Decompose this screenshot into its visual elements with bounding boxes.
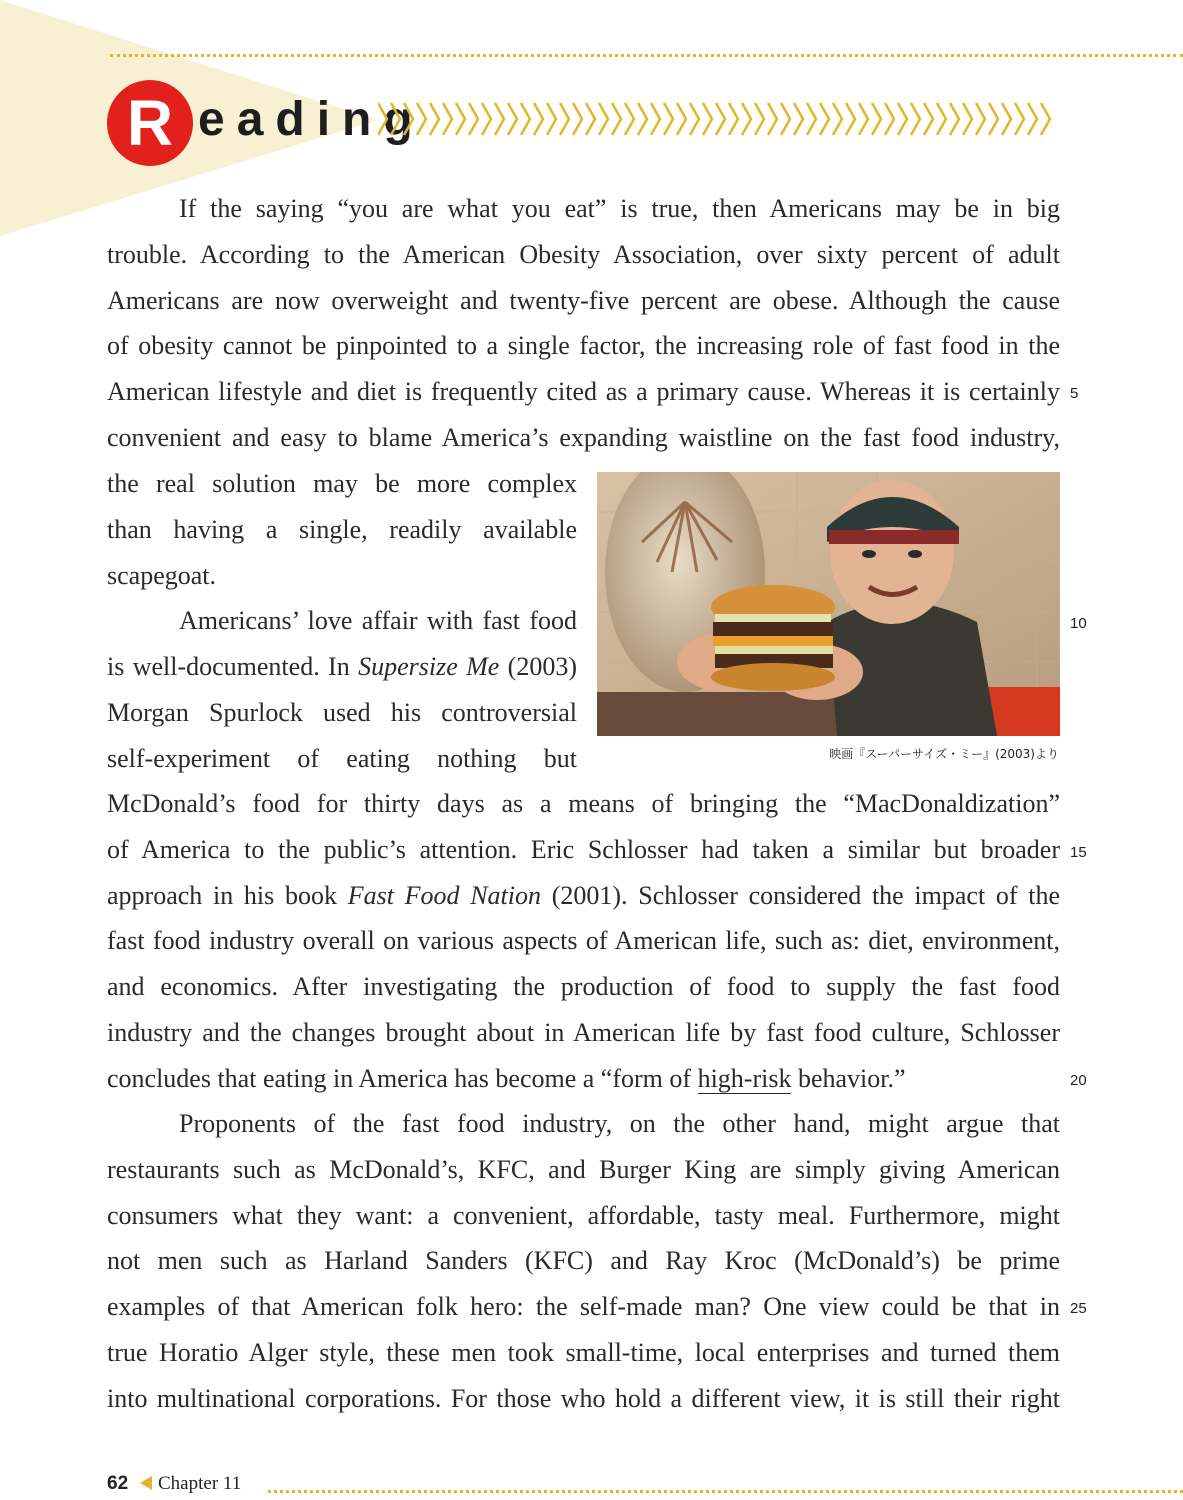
chevron-mark — [859, 103, 868, 135]
text-line — [107, 1056, 1060, 1102]
chevron-mark — [872, 103, 881, 135]
chevron-mark — [612, 103, 621, 135]
chevron-mark — [378, 103, 387, 135]
paragraph-1-wrap — [107, 461, 577, 782]
chevron-mark — [846, 103, 855, 135]
text-line: not men such as Harland Sanders (KFC) and Ray Kroc (McDonald’s) be prime — [107, 1246, 1060, 1276]
photo-caption: 映画『スーパーサイズ・ミー』(2003)より — [829, 747, 1059, 761]
chevron-mark — [937, 103, 946, 135]
chevron-mark — [534, 103, 543, 135]
text-run: behavior.” — [791, 1063, 906, 1093]
chevron-mark — [599, 103, 608, 135]
chevron-mark — [976, 103, 985, 135]
chevron-mark — [755, 103, 764, 135]
text-line — [107, 873, 1060, 919]
burger-photo — [597, 472, 1060, 736]
chevron-mark — [495, 103, 504, 135]
text-line: Americans’ love affair with fast food — [179, 606, 577, 636]
chevron-mark — [1041, 103, 1050, 135]
book-title: Fast Food Nation — [347, 880, 542, 910]
chevron-mark — [677, 103, 686, 135]
chevron-mark — [1015, 103, 1024, 135]
text-run: is well-documented. In — [107, 652, 359, 682]
text-line: American lifestyle and diet is frequently cited as a primary cause. Whereas it is certainly — [107, 377, 1060, 407]
film-title: Supersize Me — [358, 652, 500, 682]
top-dotted-rule — [110, 54, 1183, 57]
chevron-mark — [430, 103, 439, 135]
text-line: than having a single, readily available — [107, 514, 577, 544]
text-line: examples of that American folk hero: the self-made man? One view could be that in — [107, 1292, 1060, 1322]
chapter-label: Chapter 11 — [158, 1473, 242, 1494]
chevron-mark — [456, 103, 465, 135]
chevron-mark — [482, 103, 491, 135]
text-line: restaurants such as McDonald’s, KFC, and Burger King are simply giving American — [107, 1154, 1060, 1184]
chevron-mark — [573, 103, 582, 135]
chevron-mark — [963, 103, 972, 135]
chevron-mark — [586, 103, 595, 135]
text-line: Americans are now overweight and twenty-five percent are obese. Although the cause — [107, 285, 1060, 315]
text-line: Proponents of the fast food industry, on the other hand, might argue that — [179, 1109, 1060, 1138]
chevron-mark — [924, 103, 933, 135]
chevron-mark — [1028, 103, 1037, 135]
heading-initial-badge — [107, 80, 193, 166]
line-number: 10 — [1070, 615, 1087, 632]
line-number: 5 — [1070, 385, 1079, 402]
chevron-mark — [664, 103, 673, 135]
chevron-mark — [417, 103, 426, 135]
chevron-mark — [521, 103, 530, 135]
text-line: and economics. After investigating the production of food to supply the fast food — [107, 972, 1060, 1002]
page-number: 62 — [107, 1473, 129, 1494]
chevron-mark — [404, 103, 413, 135]
chevron-mark — [703, 103, 712, 135]
chevron-mark — [560, 103, 569, 135]
chevron-mark — [768, 103, 777, 135]
chevron-mark — [638, 103, 647, 135]
chevron-mark — [1002, 103, 1011, 135]
chevron-mark — [807, 103, 816, 135]
chevron-mark — [911, 103, 920, 135]
paragraph-2 — [107, 781, 1060, 1102]
heading-initial: R — [126, 87, 174, 159]
text-run: approach in his book — [107, 880, 348, 910]
chevron-mark — [547, 103, 556, 135]
chevron-mark — [651, 103, 660, 135]
underlined-term: high-risk — [697, 1063, 792, 1093]
chevron-mark — [443, 103, 452, 135]
chevron-mark — [885, 103, 894, 135]
triangle-left-icon — [140, 1476, 152, 1490]
chevron-mark — [469, 103, 478, 135]
line-number: 25 — [1070, 1300, 1087, 1317]
chevron-mark — [625, 103, 634, 135]
text-line: into multinational corporations. For those who hold a different view, it is still their right — [107, 1383, 1060, 1413]
text-line: convenient and easy to blame America’s expanding waistline on the fast food industry, — [107, 422, 1060, 452]
text-run: (2001). Schlosser considered the impact of the — [541, 880, 1061, 910]
chevron-mark — [508, 103, 517, 135]
chevron-mark — [729, 103, 738, 135]
chevron-mark — [989, 103, 998, 135]
film-year: (2003) — [499, 652, 577, 682]
text-line: self-experiment of eating nothing but — [107, 743, 577, 773]
line-number: 15 — [1070, 844, 1087, 861]
text-line: consumers what they want: a convenient, affordable, tasty meal. Furthermore, might — [107, 1200, 1060, 1230]
text-line: Morgan Spurlock used his controversial — [107, 697, 577, 727]
text-line — [107, 644, 577, 690]
section-heading: eading — [198, 93, 425, 146]
text-line: true Horatio Alger style, these men took small-time, local enterprises and turned them — [107, 1337, 1060, 1367]
text-line: McDonald’s food for thirty days as a means of bringing the “MacDonaldization” — [107, 789, 1060, 818]
chevron-mark — [898, 103, 907, 135]
chevron-mark — [781, 103, 790, 135]
chevron-mark — [833, 103, 842, 135]
text-line: trouble. According to the American Obesity Association, over sixty percent of adult — [107, 239, 1060, 269]
line-number: 20 — [1070, 1072, 1087, 1089]
bottom-dotted-rule — [268, 1490, 1183, 1493]
chevron-mark — [950, 103, 959, 135]
text-line: fast food industry overall on various aspects of American life, such as: diet, environment, — [107, 926, 1060, 956]
paragraph-1 — [107, 186, 1060, 461]
text-line: of obesity cannot be pinpointed to a single factor, the increasing role of fast food in the — [107, 331, 1060, 361]
chevron-mark — [820, 103, 829, 135]
chevron-mark — [716, 103, 725, 135]
chevron-mark — [391, 103, 400, 135]
text-line: If the saying “you are what you eat” is true, then Americans may be in big — [179, 194, 1060, 223]
text-line: scapegoat. — [107, 560, 217, 590]
chevron-rule — [378, 101, 1060, 137]
text-run: concludes that eating in America has become a “form of — [107, 1063, 698, 1093]
paragraph-3 — [107, 1101, 1060, 1422]
text-line: industry and the changes brought about in American life by fast food culture, Schlosser — [107, 1017, 1060, 1047]
photo-illustration — [597, 472, 1060, 736]
text-line: the real solution may be more complex — [107, 469, 577, 498]
chevron-mark — [794, 103, 803, 135]
chevron-mark — [742, 103, 751, 135]
text-line: of America to the public’s attention. Eric Schlosser had taken a similar but broader — [107, 834, 1060, 864]
chevron-mark — [690, 103, 699, 135]
